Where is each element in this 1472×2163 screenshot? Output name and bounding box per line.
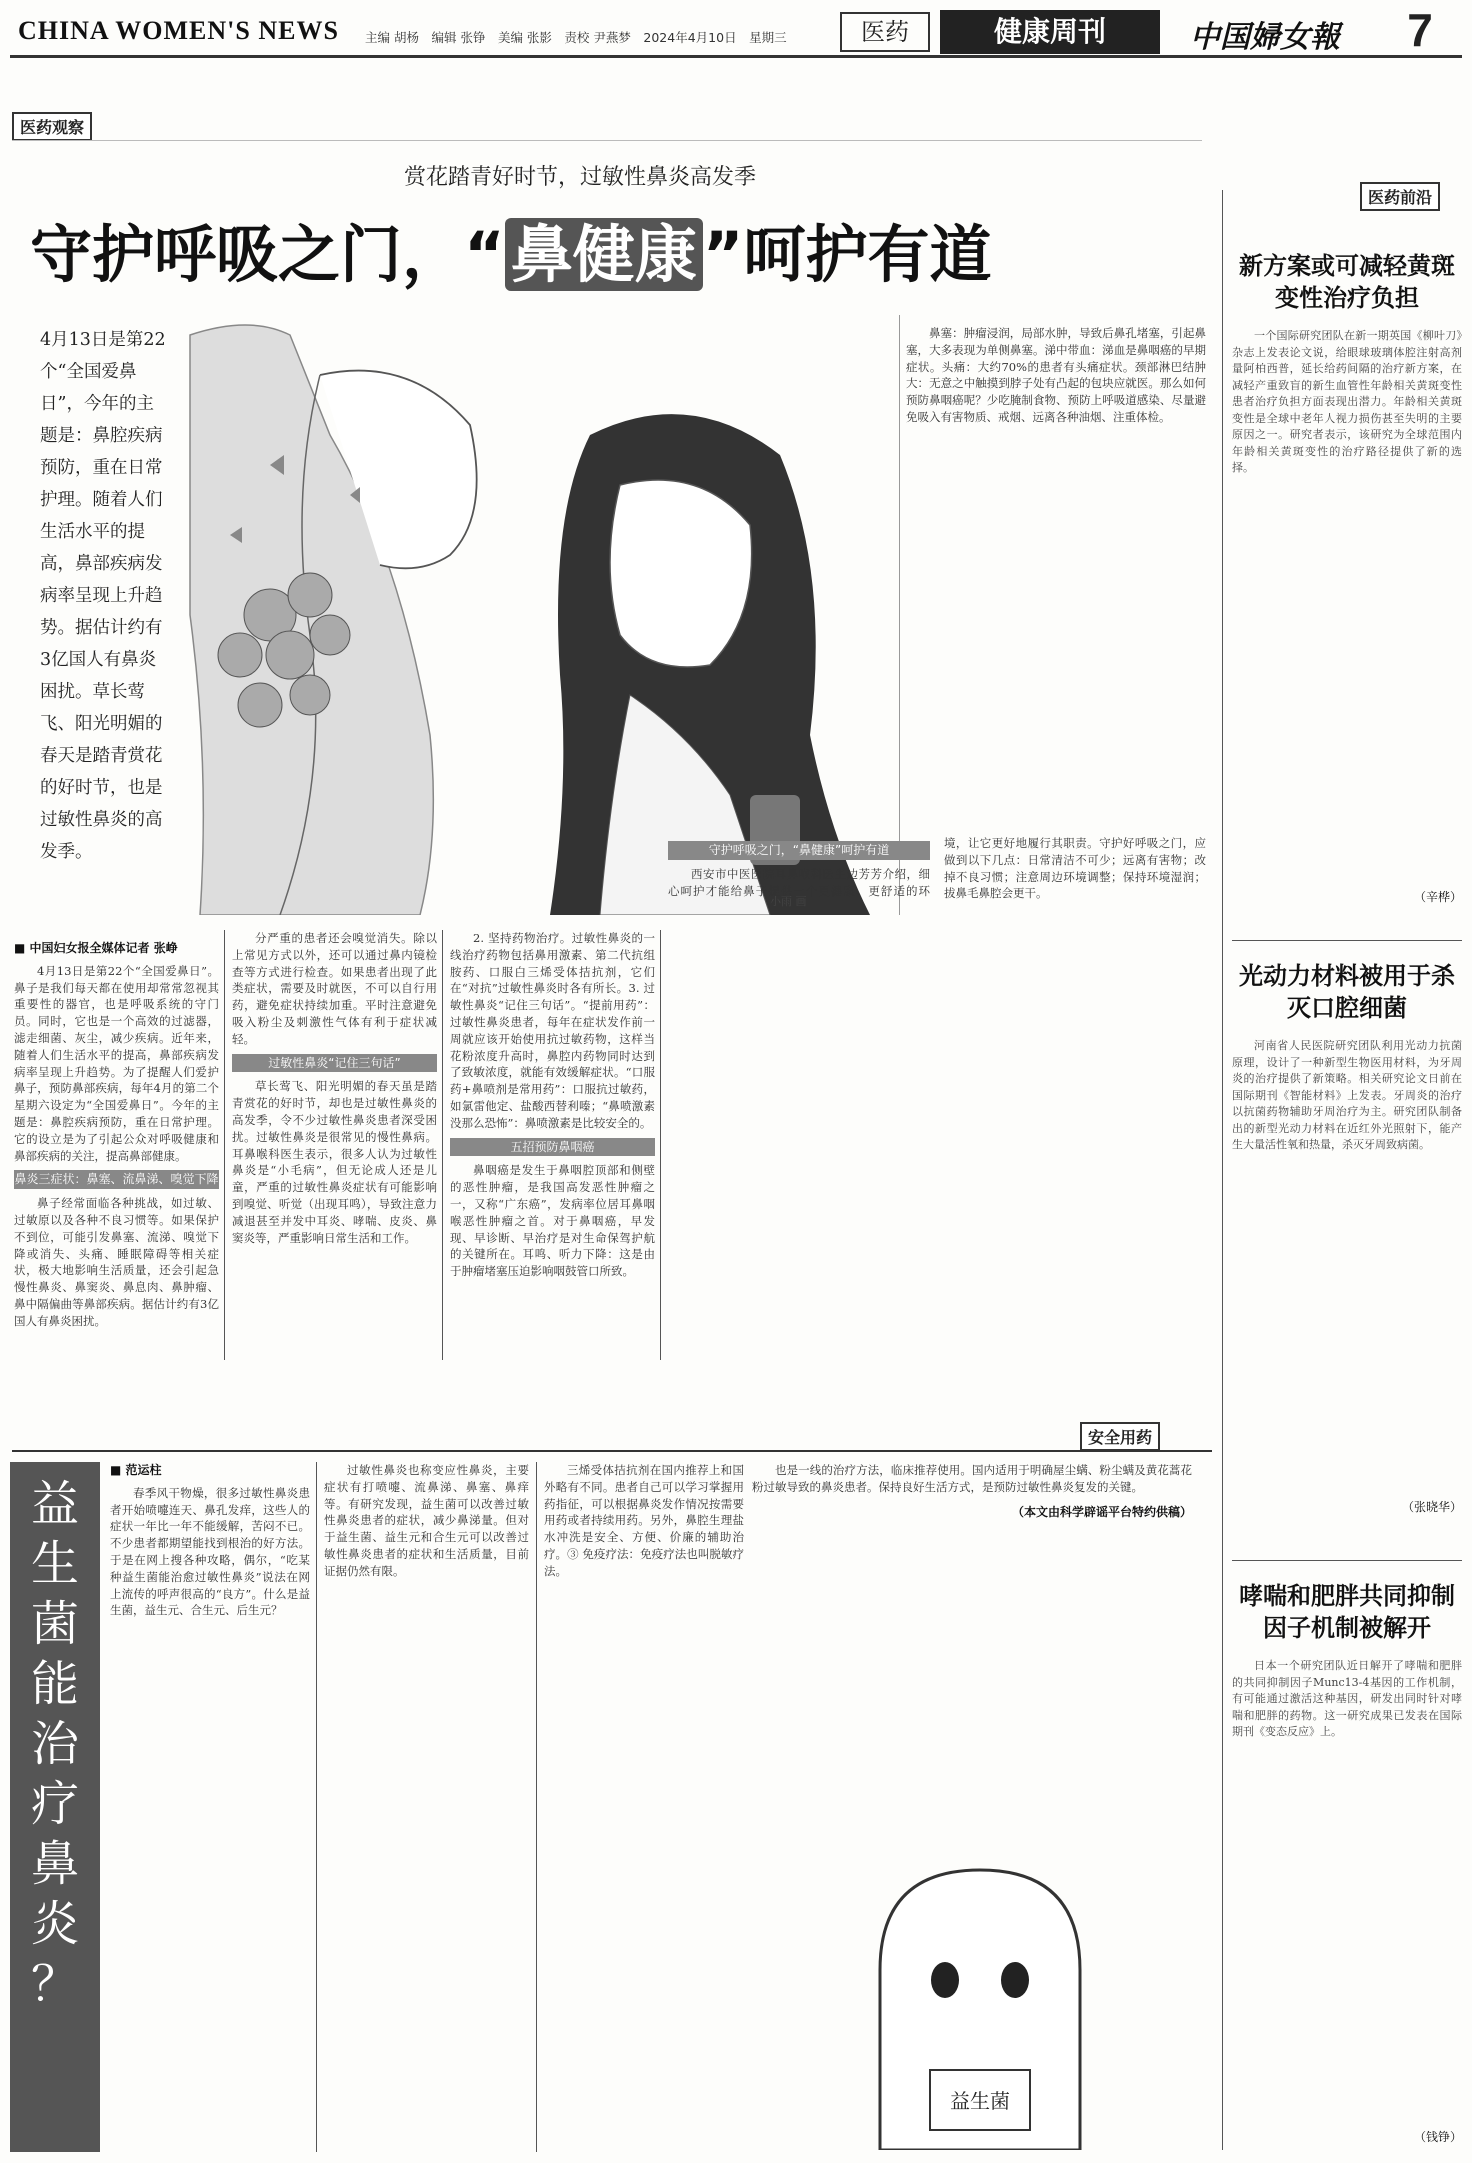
section-heading: 鼻炎三症状：鼻塞、流鼻涕、嗅觉下降 (14, 1170, 219, 1189)
sidebar-body (1232, 328, 1462, 888)
paragraph: 也是一线的治疗方法，临床推荐使用。国内适用于明确屋尘螨、粉尘螨及黄花蒿花粉过敏导致的鼻炎患者。保持良好生活方式，是预防过敏性鼻炎复发的关键。 (752, 1463, 1192, 1494)
divider (442, 930, 443, 1360)
paragraph: 4月13日是第22个“全国爱鼻日”。鼻子是我们每天都在使用却常常忽视其重要性的器官，也是呼吸系统的守门员。同时，它也是一个高效的过滤器，滤走细菌、灰尘，减少疾病。近年来，随着人们生活水平的提高，鼻部疾病发病率呈现上升趋势。为了提醒人们爱护鼻子，预防鼻部疾病，每年4月的第二个星期六设定为“全国爱鼻日”。今年的主题是：鼻腔疾病预防，重在日常护理。它的设立是为了引起公众对呼吸健康和鼻部疾病的关注，提高鼻部健康。 (14, 963, 219, 1163)
article-column-5 (668, 835, 1206, 1360)
article-byline: ■ 中国妇女报全媒体记者 张峥 (14, 941, 178, 955)
article-subtitle: 赏花踏青好时节，过敏性鼻炎高发季 (403, 165, 756, 190)
lead-paragraph: 4月13日是第22个“全国爱鼻日”，今年的主题是：鼻腔疾病预防，重在日常护理。随着人们生活水平的提高，鼻部疾病发病率呈现上升趋势。据估计约有3亿国人有鼻炎困扰。草长莺飞、阳光明媚的春天是踏青赏花的好时节，也是过敏性鼻炎的高发季。 (40, 330, 166, 862)
divider (12, 140, 1202, 141)
sidebar-author: （辛桦） (1413, 890, 1462, 904)
vertical-title-char: 鼻 (30, 1836, 79, 1892)
divider (224, 930, 225, 1360)
divider (1232, 1560, 1462, 1561)
section-heading: 守护呼吸之门，“鼻健康”呵护有道 (668, 841, 930, 860)
headline-part: ”呵护有道 (702, 218, 992, 291)
sidebar-story-2 (1232, 960, 1462, 1515)
illustration-credit: 小雨 画 (770, 895, 807, 908)
page-number: 7 (1407, 4, 1433, 56)
article-column-3 (450, 930, 655, 1360)
vertical-title-char: 炎 (30, 1896, 79, 1952)
bottom-column-3 (544, 1462, 744, 1842)
paragraph: 鼻咽癌是发生于鼻咽腔顶部和侧壁的恶性肿瘤，是我国高发恶性肿瘤之一，又称“广东癌”，发病率位居耳鼻咽喉恶性肿瘤之首。对于鼻咽癌，早发现、早诊断、早治疗是对生命保驾护航的关键所在。耳鸣、听力下降：这是由于肿瘤堵塞压迫影响咽鼓管口所致。 (450, 1163, 655, 1279)
paragraph: 分严重的患者还会嗅觉消失。除以上常见方式以外，还可以通过鼻内镜检查等方式进行检查。如果患者出现了此类症状，需要及时就医，不可以自行用药，避免症状持续加重。平时注意避免吸入粉尘及刺激性气体有利于症状减轻。 (232, 931, 437, 1046)
paragraph: 过敏性鼻炎也称变应性鼻炎，主要症状有打喷嚏、流鼻涕、鼻塞、鼻痒等。有研究发现，益生菌可以改善过敏性鼻炎患者的症状，减少鼻涕量。但对于益生菌、益生元和合生元可以改善过敏性鼻炎患者的症状和生活质量，目前证据仍然有限。 (324, 1463, 529, 1578)
section-heading: 过敏性鼻炎“记住三句话” (232, 1054, 437, 1073)
probiotic-ghost-illustration (820, 1850, 1140, 2150)
vertical-title-char: 生 (30, 1536, 79, 1592)
vertical-title-char: 治 (30, 1716, 79, 1772)
vertical-title-char: 益 (30, 1476, 79, 1532)
weekly-label: 健康周刊 (940, 10, 1160, 54)
paper-name: CHINA WOMEN'S NEWS (18, 16, 339, 45)
vertical-title-char: 菌 (30, 1596, 79, 1652)
article-column-4 (906, 325, 1206, 830)
headline-part: 守护呼吸之门，“ (30, 218, 505, 291)
sidebar-column-stamp: 医药前沿 (1360, 182, 1440, 211)
divider (536, 1462, 537, 2152)
sidebar-divider (1222, 190, 1223, 2150)
bottom-vertical-title (10, 1462, 100, 2152)
sidebar-author: （钱铮） (1413, 2130, 1462, 2144)
paragraph: 草长莺飞、阳光明媚的春天虽是踏青赏花的好时节，却也是过敏性鼻炎的高发季，令不少过敏性鼻炎患者深受困扰。过敏性鼻炎是很常见的慢性鼻病。耳鼻喉科医生表示，很多人认为过敏性鼻炎是“小毛病”，但无论成人还是儿童，严重的过敏性鼻炎症状有可能影响到嗅觉、听觉（出现耳鸣），导致注意力减退甚至并发中耳炎、哮喘、皮炎、鼻窦炎等，严重影响日常生活和工作。 (232, 1079, 437, 1245)
divider (660, 930, 661, 1360)
women-illustration (170, 315, 900, 915)
article-headline (30, 205, 1190, 294)
bottom-column-1 (110, 1462, 310, 2152)
bottom-illustration (820, 1850, 1140, 2150)
section-label: 医药 (840, 12, 930, 52)
sidebar-author: （张晓华） (1401, 1500, 1462, 1514)
sidebar-title: 新方案或可减轻黄斑变性治疗负担 (1239, 252, 1455, 312)
bottom-byline: ■ 范运柱 (110, 1463, 162, 1477)
paragraph: 西安市中医医院耳鼻喉科医生边芳芳介绍，细心呵护才能给鼻子提供一个更健康、更舒适的环境，让它更好地履行其职责。守护好呼吸之门，应做到以下几点：日常清洁不可少；远离有害物；改掉不良习惯；注意周边环境调整；保持环境湿润；拔鼻毛鼻腔会更干。 (668, 836, 1206, 901)
vertical-title-char: ？ (30, 1956, 79, 2012)
bottom-column-2 (324, 1462, 529, 2152)
illustration (170, 315, 900, 915)
sidebar-title: 光动力材料被用于杀灭口腔细菌 (1239, 962, 1455, 1022)
newspaper-logo: 中国婦女報 (1190, 20, 1340, 55)
divider (316, 1462, 317, 2152)
article-column-1 (14, 940, 219, 1360)
section-heading: 五招预防鼻咽癌 (450, 1138, 655, 1157)
paragraph: 一个国际研究团队在新一期英国《柳叶刀》杂志上发表论文说，给眼球玻璃体腔注射高剂量阿柏西普，延长给药间隔的治疗新方案，在减轻产重致盲的新生血管性年龄相关黄斑变性患者治疗负担方面表现出潜力。年龄相关黄斑变性是全球中老年人视力损伤甚至失明的主要原因之一。研究者表示，该研究为全球范围内年龄相关黄斑变性的治疗路径提供了新的选择。 (1232, 329, 1462, 474)
paragraph: 春季风干物燥，很多过敏性鼻炎患者开始喷嚏连天、鼻孔发痒，这些人的症状一年比一年不能缓解，苦闷不已。不少患者都期望能找到根治的好方法。于是在网上搜各种攻略，偶尔，“吃某种益生菌能治愈过敏性鼻炎”说法在网上流传的呼声很高的“良方”。什么是益生菌，益生元、合生元、后生元？ (110, 1485, 310, 1618)
divider (1232, 940, 1462, 941)
bottom-credit: （本文由科学辟谣平台特约供稿） (1011, 1504, 1192, 1519)
paragraph: 2. 坚持药物治疗。过敏性鼻炎的一线治疗药物包括鼻用激素、第二代抗组胺药、口服白三烯受体拮抗剂，它们在“对抗”过敏性鼻炎时各有所长。3. 过敏性鼻炎“记住三句话”。“提前用药”：过敏性鼻炎患者，每年在症状发作前一周就应该开始使用抗过敏药物，这样当花粉浓度升高时，鼻腔内药物同时达到了致敏浓度，就能有效缓解症状。“口服药+鼻喷剂是常用药”：口服抗过敏药，如氯雷他定、盐酸西替利嗪；“鼻喷激素没那么恐怖”：鼻喷激素是比较安全的。 (450, 931, 655, 1130)
vertical-title-char: 能 (30, 1656, 79, 1712)
vertical-title-char: 疗 (30, 1776, 79, 1832)
staff-info: 主编 胡杨 编辑 张铮 美编 张影 责校 尹燕梦 2024年4月10日 星期三 (365, 30, 787, 45)
paragraph: 河南省人民医院研究团队利用光动力抗菌原理，设计了一种新型生物医用材料，为牙周炎的治疗提供了新策略。相关研究论文日前在国际期刊《智能材料》上发表。牙周炎的治疗以抗菌药物辅助牙周治疗为主。研究团队制备出的新型光动力材料在近红外光照射下，能产生大量活性氧和热量，杀灭牙周致病菌。 (1232, 1039, 1462, 1151)
sidebar-story-1 (1232, 250, 1462, 905)
bottom-column-4 (752, 1462, 1192, 1842)
paragraph: 三烯受体拮抗剂在国内推荐上和国外略有不同。患者自己可以学习掌握用药指征，可以根据鼻炎发作情况按需要用药或者持续用药。另外，鼻腔生理盐水冲洗是安全、方便、价廉的辅助治疗。③ 免疫疗法：免疫疗法也叫脱敏疗法。 (544, 1463, 744, 1578)
paragraph: 鼻塞：肿瘤浸润，局部水肿，导致后鼻孔堵塞，引起鼻塞，大多表现为单侧鼻塞。涕中带血：涕血是鼻咽癌的早期症状。头痛：大约70%的患者有头痛症状。颈部淋巴结肿大：无意之中触摸到脖子处有凸起的包块应就医。那么如何预防鼻咽癌呢？少吃腌制食物、预防上呼吸道感染、尽量避免吸入有害物质、戒烟、远离各种油烟、注重体检。 (906, 326, 1206, 424)
headline-highlight: 鼻健康 (505, 218, 703, 291)
divider (12, 1450, 1212, 1452)
sidebar-title: 哮喘和肥胖共同抑制因子机制被解开 (1239, 1582, 1455, 1642)
sidebar-body (1232, 1658, 1462, 2128)
sidebar-body (1232, 1038, 1462, 1498)
bottom-column-stamp: 安全用药 (1080, 1422, 1160, 1451)
masthead (10, 4, 1462, 58)
paragraph: 日本一个研究团队近日解开了哮喘和肥胖的共同抑制因子Munc13-4基因的工作机制，有可能通过激活这种基因，研发出同时针对哮喘和肥胖的药物。这一研究成果已发表在国际期刊《变态反应》上。 (1232, 1659, 1462, 1738)
paragraph: 鼻子经常面临各种挑战，如过敏、过敏原以及各种不良习惯等。如果保护不到位，可能引发鼻塞、流涕、嗅觉下降或消失、头痛、睡眠障碍等相关症状，极大地影响生活质量，还会引起急慢性鼻炎、鼻窦炎、鼻息肉、鼻肿瘤、鼻中隔偏曲等鼻部疾病。据估计约有3亿国人有鼻炎困扰。 (14, 1196, 219, 1328)
article-column-2 (232, 930, 437, 1360)
column-stamp: 医药观察 (12, 112, 92, 141)
illustration-label: 益生菌 (950, 2089, 1010, 2113)
sidebar-story-3 (1232, 1580, 1462, 2145)
